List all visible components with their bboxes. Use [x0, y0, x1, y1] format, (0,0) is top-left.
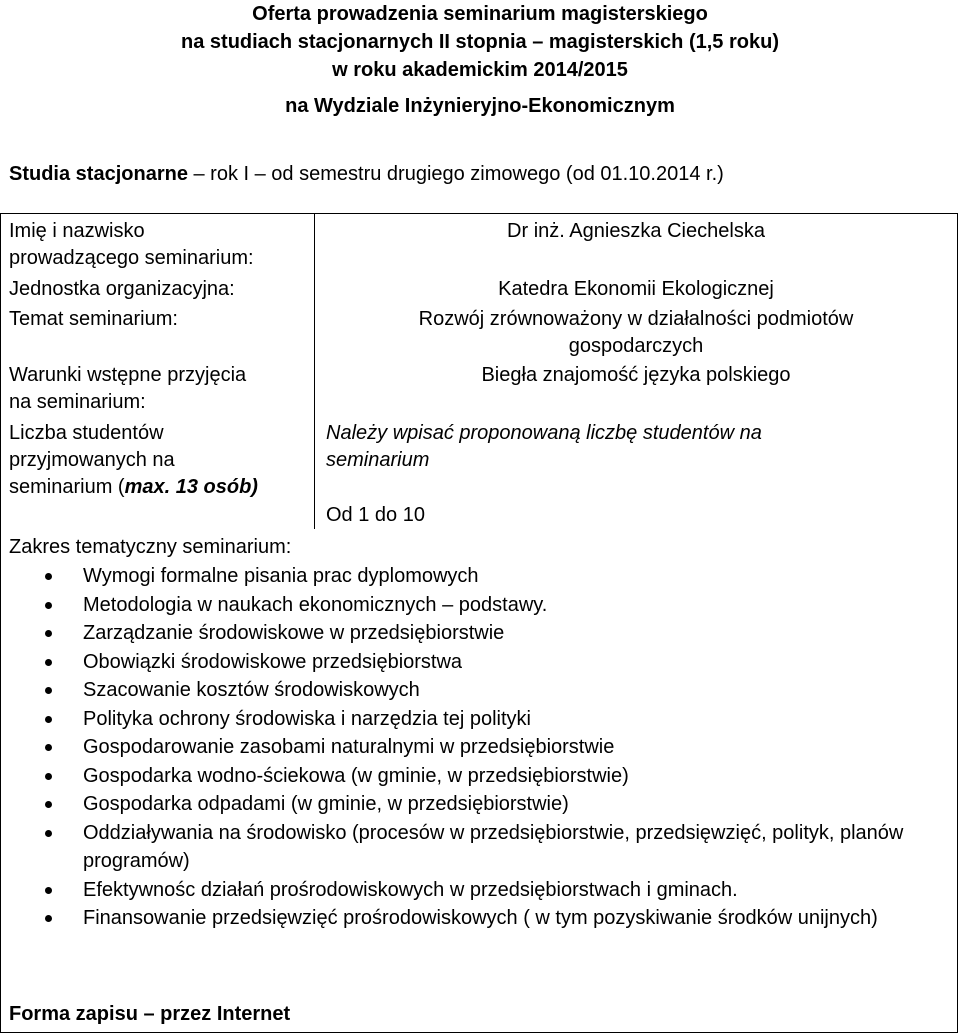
bullet-icon — [45, 630, 52, 637]
topic-value-line-2: gospodarczych — [568, 335, 704, 357]
count-label — [9, 420, 309, 501]
count-note — [326, 420, 960, 474]
topic-label: Temat seminarium: — [9, 308, 178, 330]
bullet-icon — [45, 915, 52, 922]
scope-item-text: Szacowanie kosztów środowiskowych — [83, 679, 420, 701]
bullet-icon — [45, 801, 52, 808]
scope-list-item — [0, 790, 958, 819]
topic-value-line-1: Rozwój zrównoważony w działalności podmiotów — [418, 308, 854, 330]
scope-item-text: Polityka ochrony środowiska i narzędzia tej polityki — [83, 707, 531, 730]
scope-list — [0, 562, 958, 933]
count-label-line-3a: seminarium ( — [9, 476, 125, 498]
scope-list-item — [0, 648, 958, 677]
subtitle-rest: – rok I – od semestru drugiego zimowego (od 01.10.2014 r.) — [187, 163, 724, 185]
scope-list-item — [0, 876, 958, 905]
count-note-line-2: seminarium — [326, 449, 430, 471]
scope-list-item — [0, 619, 958, 648]
subtitle — [9, 160, 724, 188]
count-label-line-1: Liczba studentów — [9, 422, 164, 444]
subtitle-bold: Studia stacjonarne — [9, 163, 188, 185]
signup-method: Forma zapisu – przez Internet — [9, 1003, 291, 1025]
scope-list-item — [0, 705, 958, 734]
bullet-icon — [45, 830, 52, 837]
scope-list-item — [0, 676, 958, 705]
conditions-label — [9, 362, 309, 416]
bullet-icon — [45, 716, 52, 723]
name-label-line-1: Imię i nazwisko — [9, 220, 145, 242]
count-note-line-1: Należy wpisać proponowaną liczbę studentów na — [326, 422, 762, 444]
scope-list-item — [0, 733, 958, 762]
scope-item-text: Efektywnośc działań prośrodowiskowych w przedsiębiorstwach i gminach. — [83, 878, 738, 901]
title-line-3: w roku akademickim 2014/2015 — [332, 59, 628, 81]
bullet-icon — [45, 744, 52, 751]
scope-list-item — [0, 562, 958, 591]
bullet-icon — [45, 573, 52, 580]
scope-item-text: Metodologia w naukach ekonomicznych – podstawy. — [83, 593, 548, 616]
scope-item-text: Gospodarka odpadami (w gminie, w przedsiębiorstwie) — [83, 793, 569, 815]
scope-list-item — [0, 591, 958, 620]
name-label-line-2: prowadzącego seminarium: — [9, 247, 254, 269]
bullet-icon — [45, 659, 52, 666]
scope-item-text: Obowiązki środowiskowe przedsiębiorstwa — [83, 650, 463, 673]
scope-item-text: Wymogi formalne pisania prac dyplomowych — [83, 565, 479, 587]
topic-value — [314, 306, 958, 360]
conditions-label-line-2: na seminarium: — [9, 391, 146, 413]
unit-label: Jednostka organizacyjna: — [9, 278, 235, 300]
scope-list-item — [0, 904, 958, 933]
name-label — [9, 218, 309, 272]
count-value: Od 1 do 10 — [326, 504, 425, 526]
bullet-icon — [45, 602, 52, 609]
scope-label: Zakres tematyczny seminarium: — [9, 536, 292, 558]
scope-item-text: Gospodarka wodno-ściekowa (w gminie, w przedsiębiorstwie) — [83, 764, 629, 787]
scope-item-text: Oddziaływania na środowisko (procesów w przedsiębiorstwie, przedsięwzięć, polityk, planów programów) — [83, 821, 904, 872]
title-line-4: na Wydziale Inżynieryjno-Ekonomicznym — [285, 95, 675, 117]
count-label-line-2: przyjmowanych na — [9, 449, 175, 471]
title-line-1: Oferta prowadzenia seminarium magisterskiego — [252, 3, 708, 25]
scope-item-text: Gospodarowanie zasobami naturalnymi w przedsiębiorstwie — [83, 736, 615, 758]
count-label-max: max. 13 osób) — [124, 476, 258, 498]
name-value: Dr inż. Agnieszka Ciechelska — [507, 220, 765, 242]
scope-list-item — [0, 819, 958, 876]
bullet-icon — [45, 687, 52, 694]
scope-item-text: Finansowanie przedsięwzięć prośrodowiskowych ( w tym pozyskiwanie środków unijnych) — [83, 907, 878, 929]
conditions-label-line-1: Warunki wstępne przyjęcia — [9, 364, 247, 386]
scope-list-item — [0, 762, 958, 791]
count-label-line-3 — [9, 474, 309, 501]
title-line-2: na studiach stacjonarnych II stopnia – magisterskich (1,5 roku) — [181, 31, 779, 53]
bullet-icon — [45, 773, 52, 780]
scope-item-text: Zarządzanie środowiskowe w przedsiębiorstwie — [83, 622, 505, 644]
unit-value: Katedra Ekonomii Ekologicznej — [498, 278, 774, 300]
conditions-value: Biegła znajomość języka polskiego — [481, 364, 791, 386]
bullet-icon — [45, 887, 52, 894]
